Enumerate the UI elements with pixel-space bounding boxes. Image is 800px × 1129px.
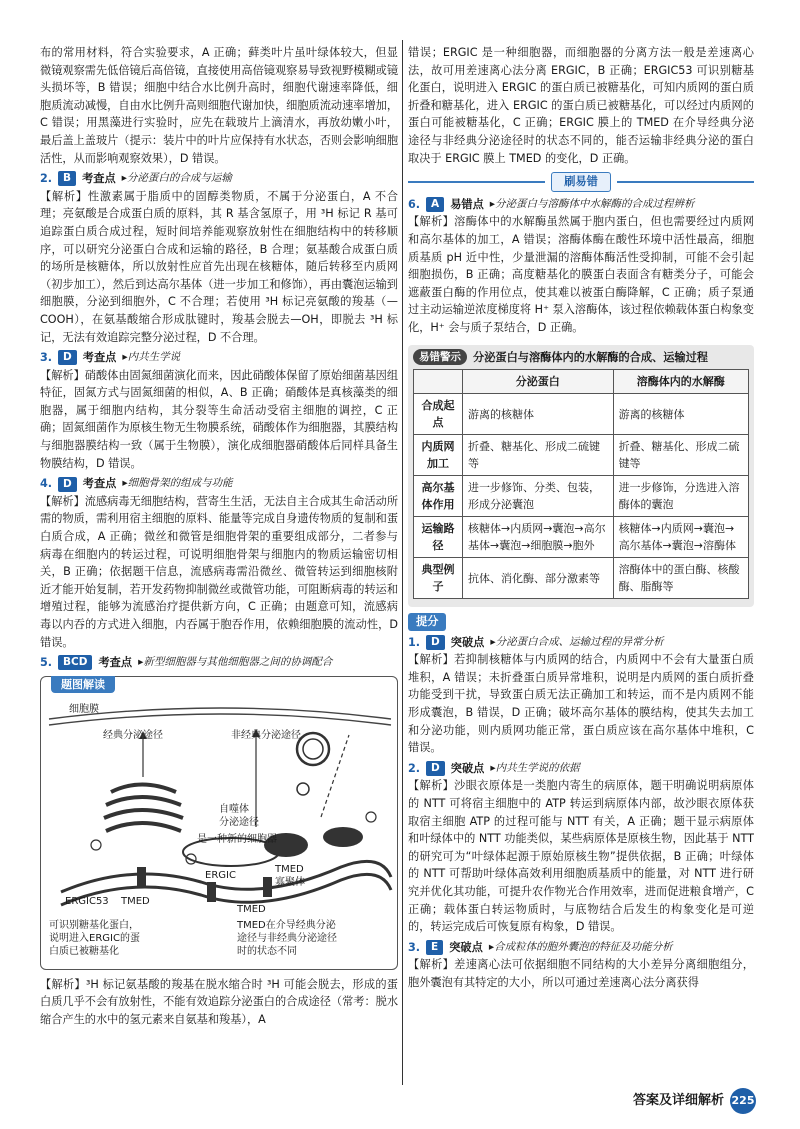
footer-label: 答案及详细解析 [632,1093,724,1109]
key-point-text: ▸分泌蛋白合成、运输过程的异常分析 [490,635,664,648]
answer-badge: BCD [58,655,92,670]
question-number: 3. [408,940,421,954]
answer-badge: D [58,350,77,365]
question-5-header [40,654,398,672]
key-point-text: ▸合成粒体的胞外囊泡的特征及功能分析 [488,940,673,953]
key-point-label: 突破点 [450,635,485,649]
row-header: 内质网加工 [414,435,463,476]
label-ergic53: ERGIC53 [65,895,109,907]
key-point-text: ▸分泌蛋白的合成与运输 [121,172,232,185]
table-cell: 抗体、消化酶、部分激素等 [463,558,614,599]
key-point-label: 考查点 [82,172,116,186]
ergic-diagram [40,676,398,970]
warning-header [413,349,749,367]
question-6-header [408,196,754,214]
improve-1-analysis: 【解析】若抑制核糖体与内质网的结合，内质网中不会有大量蛋白质堆积，A 错误；未折叠蛋白质异常堆积，说明是内质网的蛋白质折叠功能受到干扰，导致蛋白质无法正确加工和转运，而不是内质网不能形成囊泡，B 错误，D 正确；破坏高尔基体的膜结构，使其失去加工和分泌功能，则内质网功能正常，蛋白质应该在高尔基体中堆积，C 错误。 [408,653,754,755]
table-cell: 进一步修饰、分类、包装，形成分泌囊泡 [463,476,614,517]
section-title: 刷易错 [551,172,611,192]
question-number: 2. [40,172,53,186]
question-number: 6. [408,197,421,211]
row-header: 高尔基体作用 [414,476,463,517]
question-3-header [40,349,398,367]
warning-title: 分泌蛋白与溶酶体内的水解酶的合成、运输过程 [473,350,708,364]
question-number: 2. [408,761,421,775]
column-divider [402,40,403,1085]
improve-3-analysis: 【解析】差速离心法可依据细胞不同结构的大小差异分离细胞组分，胞外囊泡有其特定的大小，所以可通过差速离心法分离获得 [408,958,754,989]
table-row [414,558,749,599]
answer-badge: E [426,940,443,955]
label-autophagy-route: 自噬体 分泌途径 [219,803,259,828]
label-nonclassic-secretion: 非经典分泌途径 [231,729,301,741]
row-header: 运输路径 [414,517,463,558]
key-point-label: 考查点 [98,656,133,670]
row-header: 合成起点 [414,394,463,435]
label-tmed-oligomer: TMED 寡聚体 [275,863,305,888]
table-header-cell [414,370,463,394]
diagram-title: 题图解读 [51,676,115,693]
page-number: 225 [730,1088,756,1114]
improve-2-header [408,760,754,778]
question-3-analysis: 【解析】硝酸体由固氮细菌演化而来，因此硝酸体保留了原始细菌基因组特征，固氮方式与固氮细菌的相似，A、B 正确；硝酸体是真核藻类的细胞器，属于细胞内结构，其分裂等生命活动受宿主细胞的调控，C 正确；固氮细菌作为原核生物无生物膜系统，硝酸体作为细胞器，其膜结构与细胞器膜结构一致（属于生物膜），演化成细胞器硝酸体后同样具备生物膜结构，D 错误。 [40,368,399,470]
question-5-analysis: 【解析】³H 标记氨基酸的羧基在脱水缩合时 ³H 可能会脱去，形成的蛋白质几乎不会有放射性，不能有效追踪分泌蛋白的合成途径（常考：脱水缩合产生的水中的氢元素来自氨基和羧基），A [40,977,399,1026]
question-number: 1. [408,635,421,649]
question-2-header [40,170,398,188]
page-footer [633,1088,756,1114]
improve-3-header [408,939,754,957]
continued-paragraph: 布的常用材料，符合实验要求，A 正确；藓类叶片虽叶绿体较大，但显微镜观察需先低倍镜后高倍镜，直接使用高倍镜观察易导致视野模糊或镜头损坏等，B 错误；细胞中结合水比例升高时，细胞代谢速率降低，细胞质流动减慢，自由水比例升高则细胞代谢加快，细胞质流动速率增加，C 错误；用黑藻进行实验时，应先在载玻片上滴清水，再放幼嫩小叶，最后盖上盖玻片（提示：装片中的叶片应保持有水状态，否则会影响细胞活性，从而影响观察效果），D 错误。 [40,46,399,165]
table-header-row [414,370,749,394]
section-improve [408,613,754,631]
continued-paragraph-right: 错误；ERGIC 是一种细胞器，而细胞器的分离方法一般是差速离心法，故可用差速离心法分离 ERGIC，B 正确；ERGIC53 可识别糖基化蛋白，说明进入 ERGIC 的蛋白质已被糖基化，可知内质网的蛋白质折叠和糖基化，进入 ERGIC 的蛋白质已被糖基化，可以经过内质网的蛋白可能被糖基化，C 正确；ERGIC 膜上的 TMED 在介导经典分泌途径与非经典分泌途径时的状态不同的，能否运输非经典分泌的蛋白取决于 ERGIC 膜上 TMED 的变化，D 正确。 [408,46,754,165]
answer-badge: D [58,477,77,492]
table-row [414,394,749,435]
label-new-organelle: 是一种新的细胞器 [197,833,277,845]
key-point-label: 考查点 [82,351,117,365]
key-point-label: 突破点 [449,940,483,954]
table-row [414,517,749,558]
error-warning-box [408,345,754,608]
key-point-label: 考查点 [82,477,117,491]
table-row [414,435,749,476]
table-header-cell: 分泌蛋白 [463,370,614,394]
key-point-text: ▸内共生学说的依据 [490,761,580,774]
label-classic-secretion: 经典分泌途径 [103,729,163,741]
label-ergic: ERGIC [205,869,236,881]
right-column [408,44,754,992]
question-2-analysis: 【解析】性激素属于脂质中的固醇类物质，不属于分泌蛋白，A 不合理；亮氨酸是合成蛋白质的原料，其 R 基含氢原子，用 ³H 标记 R 基可追踪蛋白质合成过程，短时间培养能观察放射性在细胞结构中的转移顺序，可以研究分泌蛋白合成和运输的路径，B 合理；氨基酸合成蛋白质的场所是核糖体，所以放射性应首先出现在核糖体，随后转移至内质网（初步加工），然后到达高尔基体（进一步加工和修饰），再由囊泡运输到细胞膜，分泌到细胞外，C 不合理；若使用 ³H 标记亮氨酸的羧基（—COOH），在氨基酸缩合形成肽键时，羧基会脱去—OH，即脱去 ³H 标记，无法有效追踪完整分泌过程，D 不合理。 [40,189,398,344]
table-cell: 折叠、糖基化、形成二硫键等 [613,435,748,476]
label-tmed-2: TMED [237,903,266,915]
table-row [414,476,749,517]
question-4-analysis: 【解析】流感病毒无细胞结构，营寄生生活，无法自主合成其生命活动所需的物质，需利用宿主细胞的原料、能量等完成自身遗传物质的复制和蛋白质合成，A 正确；微丝和微管是细胞骨架的重要组成部分，二者参与病毒在细胞内的转运过程，可说明细胞骨架与细胞内的物质运输密切相关，B 正确；依据题干信息，流感病毒需沿微丝、微管转运到细胞核附近才能开始复制，若开发药物抑制微丝或微管功能，可阻断病毒的转运和增殖过程，能够为流感治疗提供新方向，C 正确；由题意可知，流感病毒以内吞的方式进入细胞，内吞属于胞吞作用，依赖细胞膜的流动性，D 错误。 [40,494,399,649]
note-tmed-state: TMED在介导经典分泌 途径与非经典分泌途径 时的状态不同 [237,919,337,957]
table-cell: 核糖体→内质网→囊泡→高尔基体→囊泡→细胞膜→胞外 [463,517,614,558]
table-cell: 折叠、糖基化、形成二硫键等 [463,435,614,476]
key-point-text: ▸细胞骨架的组成与功能 [122,477,233,490]
key-point-label: 突破点 [450,761,485,775]
section-error-prone [408,172,754,192]
table-cell: 进一步修饰，分选进入溶酶体的囊泡 [613,476,748,517]
comparison-table [413,369,749,599]
question-number: 3. [40,351,53,365]
question-4-header [40,475,398,493]
answer-badge: A [426,197,444,212]
key-point-text: ▸分泌蛋白与溶酶体中水解酶的合成过程辨析 [489,197,695,210]
table-cell: 溶酶体中的蛋白酶、核酸酶、脂酶等 [613,558,748,599]
label-tmed-1: TMED [121,895,150,907]
answer-badge: B [58,171,76,186]
label-cell-membrane: 细胞膜 [69,703,99,715]
section-title: 提分 [408,613,446,631]
key-point-label: 易错点 [450,197,484,211]
table-cell: 核糖体→内质网→囊泡→高尔基体→囊泡→溶酶体 [613,517,748,558]
question-number: 4. [40,477,53,491]
key-point-text: ▸新型细胞器与其他细胞器之间的协调配合 [138,656,333,669]
question-6-analysis: 【解析】溶酶体中的水解酶虽然属于胞内蛋白，但也需要经过内质网和高尔基体的加工，A 错误；溶酶体酶在酸性环境中活性最高，细胞质基质 pH 近中性，少量泄漏的溶酶体酶活性受抑制，可能不会引起细胞损伤，B 正确；高度糖基化的膜蛋白表面含有糖类分子，可能会遮蔽蛋白酶的作用位点，使其难以被蛋白酶降解，C 正确；质子泵通过主动运输逆浓度梯度将 H⁺ 泵入溶酶体，该过程依赖载体蛋白构象变化，H⁺ 会与质子泵结合，D 正确。 [408,215,754,334]
improve-2-analysis: 【解析】沙眼衣原体是一类胞内寄生的病原体，题干明确说明病原体的 NTT 可将宿主细胞中的 ATP 转运到病原体内部，故沙眼衣原体获取宿主细胞 ATP 的过程可能与 NTT 有关，A 正确；题干显示病原体和叶绿体中的 NTT 功能类似，某些病原体是原核生物，因此基于 NTT 的研究可为“叶绿体起源于原始原核生物”提供依据，B 正确；叶绿体的 NTT 可帮助叶绿体高效利用细胞质基质中的能量，对 NTT 进行研究并优化其功能，可提升农作物光合作用效率，进而促进粮食增产，C 正确；载体蛋白转运物质时，与底物结合后发生的构象变化是可逆的，转运完成后可恢复原有构象，D 错误。 [408,779,754,934]
table-cell: 游离的核糖体 [613,394,748,435]
answer-badge: D [426,761,445,776]
improve-1-header [408,634,754,652]
left-column [40,44,398,1029]
answer-badge: D [426,635,445,650]
table-cell: 游离的核糖体 [463,394,614,435]
note-glycosylation: 可识别糖基化蛋白， 说明进入ERGIC的蛋 白质已被糖基化 [49,919,140,957]
warning-badge: 易错警示 [413,349,467,365]
row-header: 典型例子 [414,558,463,599]
question-number: 5. [40,656,53,670]
key-point-text: ▸内共生学说 [122,351,181,364]
table-header-cell: 溶酶体内的水解酶 [613,370,748,394]
